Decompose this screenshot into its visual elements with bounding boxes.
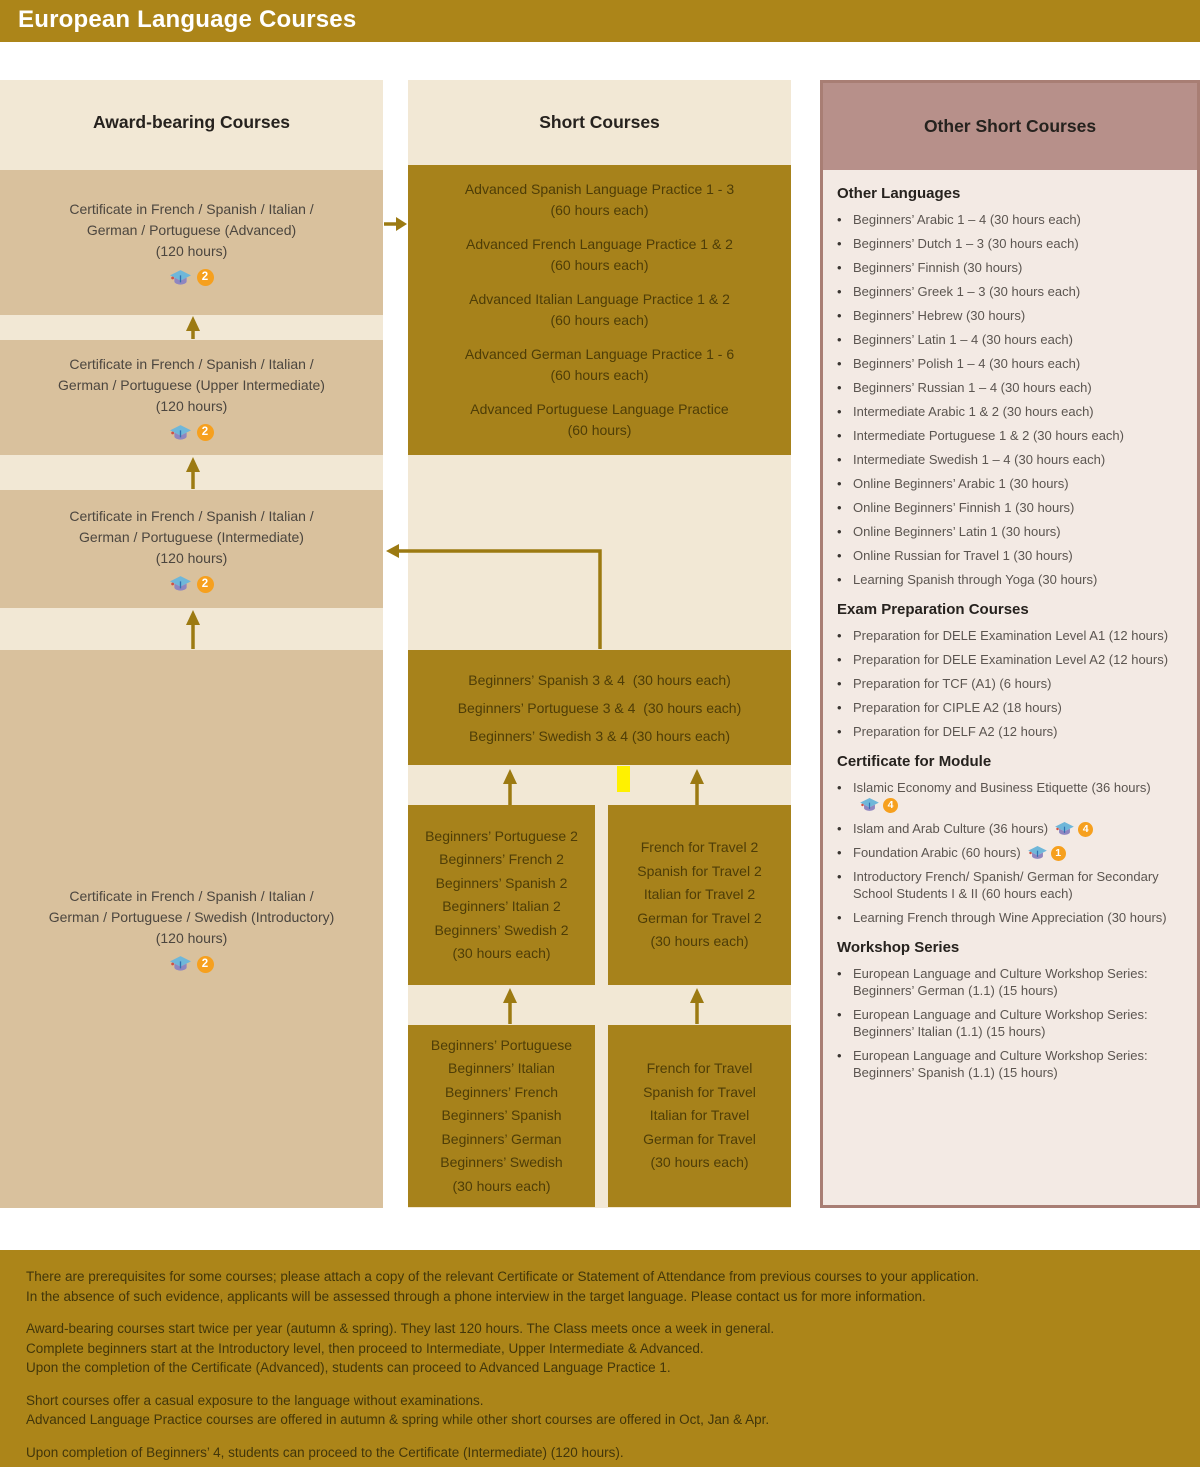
course-item-text: Online Beginners’ Finnish 1 (30 hours) — [853, 500, 1075, 515]
course-item-text: Beginners’ Latin 1 – 4 (30 hours each) — [853, 332, 1073, 347]
workshop-series-section — [837, 939, 1187, 1081]
course-item — [837, 965, 1187, 999]
other-languages-list — [837, 211, 1187, 588]
bullet-icon: • — [837, 700, 842, 715]
short-column-header: Short Courses — [539, 112, 660, 132]
page-header — [0, 0, 1200, 42]
bullet-icon: • — [837, 212, 842, 227]
exam-preparation-section — [837, 601, 1187, 740]
course-item-text: Learning French through Wine Appreciation (30 hours) — [853, 910, 1167, 925]
certificate-line: German / Portuguese (Advanced) — [86, 222, 297, 238]
course-item — [837, 427, 1187, 444]
course-item-text: Intermediate Swedish 1 – 4 (30 hours each) — [853, 452, 1106, 467]
other-short-courses-column — [820, 80, 1200, 1208]
bullet-icon: • — [837, 476, 842, 491]
level-badge: 2 — [197, 424, 214, 441]
bullet-icon: • — [837, 966, 842, 981]
course-item-text: Foundation Arabic (60 hours) — [853, 845, 1021, 860]
travel-2-box — [608, 805, 791, 985]
course-line: (30 hours each) — [452, 945, 551, 961]
footer-line: Upon completion of Beginners’ 4, students can proceed to the Certificate (Intermediate) (120 hours). — [26, 1444, 624, 1460]
course-item — [837, 523, 1187, 540]
certificate-award-tag — [170, 269, 214, 286]
certificate-award-tag — [170, 576, 214, 593]
course-item-text: Beginners’ Hebrew (30 hours) — [853, 308, 1026, 323]
footer-line: Upon the completion of the Certificate (Advanced), students can proceed to Advanced Language Practice 1. — [26, 1360, 671, 1375]
course-line: (30 hours each) — [452, 1177, 551, 1194]
certificate-award-tag — [860, 798, 898, 813]
bullet-icon: • — [837, 452, 842, 467]
course-item-text: Islamic Economy and Business Etiquette (36 hours) — [853, 780, 1151, 795]
footer-notes — [0, 1250, 1200, 1467]
certificate-for-module-section — [837, 753, 1187, 926]
course-line: Italian for Travel — [649, 1107, 750, 1124]
course-item-text: Introductory French/ Spanish/ German for Secondary School Students I & II (60 hours each) — [853, 869, 1159, 901]
certificate-line: German / Portuguese / Swedish (Introductory) — [48, 908, 335, 925]
bullet-icon: • — [837, 284, 842, 299]
bullet-icon: • — [837, 548, 842, 563]
level-badge: 1 — [1051, 846, 1066, 861]
course-item — [837, 868, 1187, 902]
short-courses-column — [408, 80, 791, 1208]
graduation-cap-icon — [1055, 822, 1074, 836]
course-name: Advanced Italian Language Practice 1 & 2 — [469, 291, 730, 307]
workshop-series-list — [837, 965, 1187, 1081]
certificate-line: Certificate in French / Spanish / Italian / — [69, 507, 314, 524]
beginners-2-box — [408, 805, 595, 985]
course-line: Beginners’ French 2 — [439, 851, 564, 867]
course-item — [837, 699, 1187, 716]
course-hours: (60 hours) — [567, 422, 632, 438]
bullet-icon: • — [837, 676, 842, 691]
course-name: Advanced French Language Practice 1 & 2 — [466, 236, 733, 252]
certificate-for-module-list — [837, 779, 1187, 926]
certificate-upper-intermediate-box — [0, 340, 383, 455]
course-item — [837, 820, 1187, 837]
graduation-cap-icon — [860, 798, 879, 812]
course-line: Beginners’ Swedish — [440, 1154, 563, 1171]
course-line: Beginners’ Portuguese — [430, 1036, 573, 1053]
course-line: Italian for Travel 2 — [643, 886, 756, 903]
travel-1-box — [608, 1025, 791, 1207]
course-item — [837, 723, 1187, 740]
other-courses-body — [823, 170, 1197, 1081]
award-bearing-column — [0, 80, 383, 1208]
course-hours: (60 hours each) — [550, 257, 649, 273]
beginners-3-4-box — [408, 650, 791, 765]
bullet-icon: • — [837, 821, 842, 836]
course-line: Beginners’ Swedish 3 & 4 (30 hours each) — [469, 727, 730, 744]
course-item — [837, 909, 1187, 926]
footer-line: Complete beginners start at the Introductory level, then proceed to Intermediate, Upper Intermediate & Advanced. — [26, 1340, 704, 1356]
course-item-text: Beginners’ Arabic 1 – 4 (30 hours each) — [853, 212, 1081, 227]
course-item-text: Online Beginners’ Latin 1 (30 hours) — [853, 524, 1061, 539]
certificate-line: (120 hours) — [155, 549, 228, 566]
section-title: Certificate for Module — [837, 753, 992, 770]
course-entry — [465, 344, 734, 386]
certificate-line: German / Portuguese (Upper Intermediate) — [58, 377, 325, 393]
course-item — [837, 211, 1187, 228]
certificate-award-tag — [170, 956, 214, 973]
certificate-line: Certificate in French / Spanish / Italian / — [69, 887, 314, 904]
certificate-line: (120 hours) — [155, 929, 228, 946]
bullet-icon: • — [837, 356, 842, 371]
certificate-award-tag — [1055, 822, 1093, 837]
course-entry — [469, 289, 730, 331]
advanced-language-practice-box — [408, 165, 791, 455]
footer-paragraph — [26, 1267, 1174, 1306]
course-line: Beginners’ Italian 2 — [442, 898, 561, 914]
bullet-icon: • — [837, 260, 842, 275]
section-title: Exam Preparation Courses — [837, 601, 1029, 618]
course-item — [837, 403, 1187, 420]
course-line: Beginners’ Italian — [448, 1060, 555, 1077]
course-item-text: Preparation for DELE Examination Level A1 (12 hours) — [853, 628, 1169, 643]
course-item — [837, 355, 1187, 372]
other-column-header: Other Short Courses — [923, 116, 1097, 136]
course-item — [837, 627, 1187, 644]
course-item — [837, 779, 1187, 813]
course-item — [837, 331, 1187, 348]
footer-line: There are prerequisites for some courses; please attach a copy of the relevant Certificate or Statement of Attendance from previous courses to your application. — [26, 1269, 979, 1284]
course-item-text: Preparation for CIPLE A2 (18 hours) — [853, 700, 1062, 715]
bullet-icon: • — [837, 500, 842, 515]
course-line: Spanish for Travel — [643, 1083, 756, 1100]
course-line: Beginners’ Portuguese 3 & 4 (30 hours each) — [457, 699, 742, 716]
bullet-icon: • — [837, 652, 842, 667]
page-title: European Language Courses — [18, 6, 357, 33]
course-line: (30 hours each) — [650, 1154, 749, 1171]
course-item-text: Learning Spanish through Yoga (30 hours) — [853, 572, 1098, 587]
course-item-text: Beginners’ Russian 1 – 4 (30 hours each) — [853, 380, 1092, 395]
bullet-icon: • — [837, 628, 842, 643]
course-item-text: Islam and Arab Culture (36 hours) — [853, 821, 1049, 836]
certificate-line: (120 hours) — [155, 243, 228, 259]
course-item — [837, 844, 1187, 861]
course-item — [837, 283, 1187, 300]
course-line: Beginners’ Swedish 2 — [434, 921, 569, 938]
arrow-right-advanced-cert-to-practice — [384, 217, 407, 231]
course-line: Beginners’ French — [444, 1083, 559, 1100]
certificate-award-tag — [1028, 846, 1066, 861]
level-badge: 2 — [197, 956, 214, 973]
certificate-award-tag — [170, 424, 214, 441]
bullet-icon: • — [837, 869, 842, 884]
course-hours: (60 hours each) — [550, 202, 649, 218]
level-badge: 2 — [197, 269, 214, 286]
other-column-header-band — [823, 83, 1197, 170]
certificate-line: (120 hours) — [155, 398, 228, 414]
course-hours: (60 hours each) — [550, 367, 649, 383]
course-item — [837, 307, 1187, 324]
certificate-line: Certificate in French / Spanish / Italian / — [69, 201, 314, 217]
footer-line: Award-bearing courses start twice per year (autumn & spring). They last 120 hours. The Class meets once a week in general. — [26, 1321, 775, 1336]
footer-line: Short courses offer a casual exposure to the language without examinations. — [26, 1392, 484, 1408]
course-item-text: Beginners’ Dutch 1 – 3 (30 hours each) — [853, 236, 1079, 251]
course-line: Beginners’ Spanish — [441, 1107, 562, 1124]
certificate-line: Certificate in French / Spanish / Italian / — [69, 356, 314, 372]
certificate-introductory-box — [0, 650, 383, 1208]
course-line: French for Travel — [646, 1060, 753, 1077]
course-item-text: European Language and Culture Workshop Series: Beginners’ Spanish (1.1) (15 hours) — [853, 1048, 1148, 1080]
graduation-cap-icon — [170, 956, 191, 972]
yellow-highlight-mark — [617, 766, 630, 792]
course-item-text: Intermediate Arabic 1 & 2 (30 hours each) — [853, 404, 1094, 419]
course-item — [837, 259, 1187, 276]
award-column-header: Award-bearing Courses — [92, 112, 291, 132]
certificate-line: German / Portuguese (Intermediate) — [79, 528, 304, 545]
course-line: French for Travel 2 — [640, 839, 759, 856]
bullet-icon: • — [837, 524, 842, 539]
course-item — [837, 499, 1187, 516]
bullet-icon: • — [837, 308, 842, 323]
course-item — [837, 675, 1187, 692]
footer-paragraph — [26, 1319, 1174, 1378]
course-line: Beginners’ Spanish 3 & 4 (30 hours each) — [468, 671, 731, 688]
course-item-text: Online Beginners’ Arabic 1 (30 hours) — [853, 476, 1069, 491]
course-item — [837, 571, 1187, 588]
bullet-icon: • — [837, 236, 842, 251]
course-item — [837, 547, 1187, 564]
course-entry — [466, 234, 733, 276]
course-item-text: European Language and Culture Workshop Series: Beginners’ Italian (1.1) (15 hours) — [853, 1007, 1148, 1039]
bullet-icon: • — [837, 910, 842, 925]
bullet-icon: • — [837, 1007, 842, 1022]
level-badge: 2 — [197, 576, 214, 593]
course-line: Beginners’ Portuguese 2 — [425, 827, 578, 844]
course-item-text: Preparation for DELE Examination Level A2 (12 hours) — [853, 652, 1169, 667]
course-item — [837, 379, 1187, 396]
section-title: Workshop Series — [837, 939, 960, 956]
course-item-text: Preparation for TCF (A1) (6 hours) — [853, 676, 1052, 691]
course-line: German for Travel — [643, 1130, 756, 1147]
course-hours: (60 hours each) — [550, 312, 649, 328]
section-title: Other Languages — [837, 185, 961, 202]
course-line: Spanish for Travel 2 — [637, 862, 762, 879]
course-item — [837, 1047, 1187, 1081]
course-entry — [465, 179, 734, 221]
course-item-text: Beginners’ Polish 1 – 4 (30 hours each) — [853, 356, 1081, 371]
course-line: Beginners’ German — [441, 1130, 562, 1147]
course-item — [837, 475, 1187, 492]
level-badge: 4 — [1078, 822, 1093, 837]
graduation-cap-icon — [170, 425, 191, 441]
graduation-cap-icon — [170, 270, 191, 286]
graduation-cap-icon — [170, 576, 191, 592]
course-item-text: Beginners’ Greek 1 – 3 (30 hours each) — [853, 284, 1081, 299]
course-item-text: European Language and Culture Workshop Series: Beginners’ German (1.1) (15 hours) — [853, 966, 1148, 998]
course-item-text: Intermediate Portuguese 1 & 2 (30 hours each) — [853, 428, 1124, 443]
course-entry — [470, 399, 728, 441]
course-line: Beginners’ Spanish 2 — [435, 874, 568, 891]
other-languages-section — [837, 185, 1187, 588]
exam-preparation-list — [837, 627, 1187, 740]
course-item-text: Online Russian for Travel 1 (30 hours) — [853, 548, 1073, 563]
footer-paragraph — [26, 1391, 1174, 1430]
footer-paragraph — [26, 1443, 1174, 1463]
course-name: Advanced German Language Practice 1 - 6 — [464, 346, 735, 362]
level-badge: 4 — [883, 798, 898, 813]
course-name: Advanced Spanish Language Practice 1 - 3 — [464, 181, 735, 197]
course-item-text: Preparation for DELF A2 (12 hours) — [853, 724, 1058, 739]
course-item — [837, 1006, 1187, 1040]
footer-line: Advanced Language Practice courses are offered in autumn & spring while other short courses are offered in Oct, Jan & Apr. — [26, 1412, 770, 1427]
graduation-cap-icon — [1028, 846, 1047, 860]
bullet-icon: • — [837, 780, 842, 795]
certificate-advanced-box — [0, 170, 383, 315]
bullet-icon: • — [837, 1048, 842, 1063]
certificate-intermediate-box — [0, 490, 383, 608]
course-line: German for Travel 2 — [637, 909, 762, 926]
bullet-icon: • — [837, 404, 842, 419]
bullet-icon: • — [837, 380, 842, 395]
course-item-text: Beginners’ Finnish (30 hours) — [853, 260, 1023, 275]
course-item — [837, 451, 1187, 468]
course-name: Advanced Portuguese Language Practice — [470, 401, 729, 417]
course-line: (30 hours each) — [650, 933, 749, 950]
bullet-icon: • — [837, 845, 842, 860]
bullet-icon: • — [837, 332, 842, 347]
bullet-icon: • — [837, 428, 842, 443]
bullet-icon: • — [837, 724, 842, 739]
footer-line: In the absence of such evidence, applicants will be assessed through a phone interview in the target language. Please contact us for more information. — [26, 1288, 926, 1304]
course-item — [837, 651, 1187, 668]
bullet-icon: • — [837, 572, 842, 587]
beginners-1-box — [408, 1025, 595, 1207]
course-item — [837, 235, 1187, 252]
